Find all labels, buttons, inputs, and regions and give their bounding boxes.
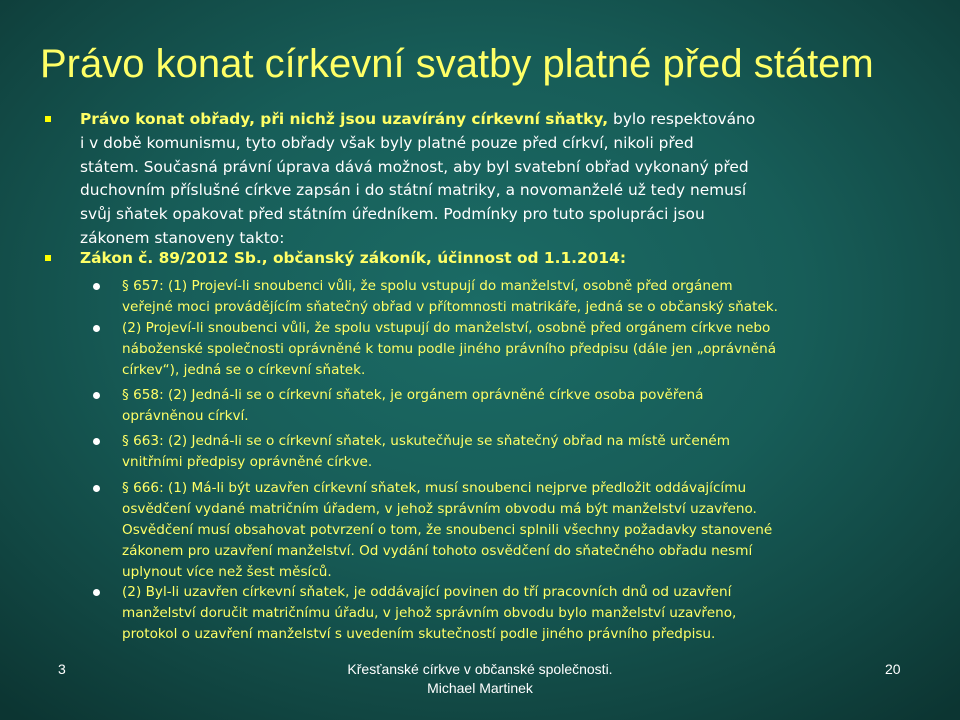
intro-line (80, 108, 940, 132)
provision-line: uplynout více než šest měsíců. (122, 564, 332, 580)
intro-line: i v době komunismu, tyto obřady však byly platné pouze před církví, nikoli před (80, 133, 694, 152)
provision-line: osvědčení vydané matričním úřadem, v jehož správním obvodu má být manželství uzavřeno. (122, 501, 757, 517)
provision-line: (2) Projeví-li snoubenci vůli, že spolu vstupují do manželství, osobně před orgánem církve nebo (122, 320, 771, 336)
page-number: 20 (885, 661, 901, 677)
provision-item (122, 582, 942, 645)
provision-item (122, 478, 942, 583)
intro-line: duchovním příslušné církve zapsán i do státní matriky, a novomanželé už tedy nemusí (80, 181, 747, 200)
intro-line: státem. Současná právní úprava dává možnost, aby byl svatební obřad vykonaný před (80, 157, 749, 176)
slide-title: Právo konat církevní svatby platné před státem (40, 42, 874, 86)
provision-line: vnitřními předpisy oprávněné církve. (122, 454, 373, 470)
intro-line: svůj sňatek opakovat před státním úředníkem. Podmínky pro tuto spolupráci jsou (80, 205, 705, 224)
provision-line: náboženské společnosti oprávněné k tomu podle jiného právního předpisu (dále jen „oprávněná (122, 341, 777, 357)
provision-item (122, 318, 942, 381)
intro-line-text: bylo respektováno (608, 110, 756, 128)
law-heading (80, 247, 940, 271)
footer-course-name: Křesťanské církve v občanské společnosti. (347, 661, 613, 677)
provision-line: § 657: (1) Projeví-li snoubenci vůli, že spolu vstupují do manželství, osobně před orgánem (122, 278, 733, 294)
provision-line: církev“), jedná se o církevní sňatek. (122, 362, 366, 378)
intro-paragraph (80, 108, 940, 251)
law-heading-text: Zákon č. 89/2012 Sb., občanský zákoník, účinnost od 1.1.2014: (80, 249, 626, 267)
round-bullet-icon (93, 283, 100, 290)
round-bullet-icon (93, 325, 100, 332)
square-bullet-icon (45, 116, 51, 122)
provision-item (122, 385, 942, 427)
provision-line: (2) Byl-li uzavřen církevní sňatek, je oddávající povinen do tří pracovních dnů od uzavření (122, 584, 732, 600)
footer-text (280, 660, 680, 698)
provision-item (122, 431, 942, 473)
round-bullet-icon (93, 392, 100, 399)
square-bullet-icon (45, 255, 51, 261)
intro-line: zákonem stanoveny takto: (80, 228, 285, 247)
round-bullet-icon (93, 589, 100, 596)
slide-number-left: 3 (58, 661, 66, 677)
intro-bold-text: Právo konat obřady, při nichž jsou uzavírány církevní sňatky, (80, 110, 609, 128)
provision-line: § 666: (1) Má-li být uzavřen církevní sňatek, musí snoubenci nejprve předložit oddávajícímu (122, 480, 747, 496)
round-bullet-icon (93, 438, 100, 445)
provision-item (122, 276, 942, 318)
provision-line: zákonem pro uzavření manželství. Od vydání tohoto osvědčení do sňatečného obřadu nesmí (122, 543, 753, 559)
provision-line: protokol o uzavření manželství s uvedením skutečností podle jiného právního předpisu. (122, 626, 716, 642)
provision-line: Osvědčení musí obsahovat potvrzení o tom, že snoubenci splnili všechny požadavky stanovené (122, 522, 773, 538)
provision-line: § 658: (2) Jedná-li se o církevní sňatek, je orgánem oprávněné církve osoba pověřená (122, 387, 704, 403)
footer-author: Michael Martinek (427, 680, 533, 696)
provision-line: manželství doručit matričnímu úřadu, v jehož správním obvodu bylo manželství uzavřeno, (122, 605, 737, 621)
provision-line: § 663: (2) Jedná-li se o církevní sňatek, uskutečňuje se sňatečný obřad na místě určeném (122, 433, 730, 449)
round-bullet-icon (93, 485, 100, 492)
provision-line: oprávněnou církví. (122, 408, 249, 424)
provision-line: veřejné moci provádějícím sňatečný obřad v přítomnosti matrikáře, jedná se o občanský sňatek. (122, 299, 779, 315)
